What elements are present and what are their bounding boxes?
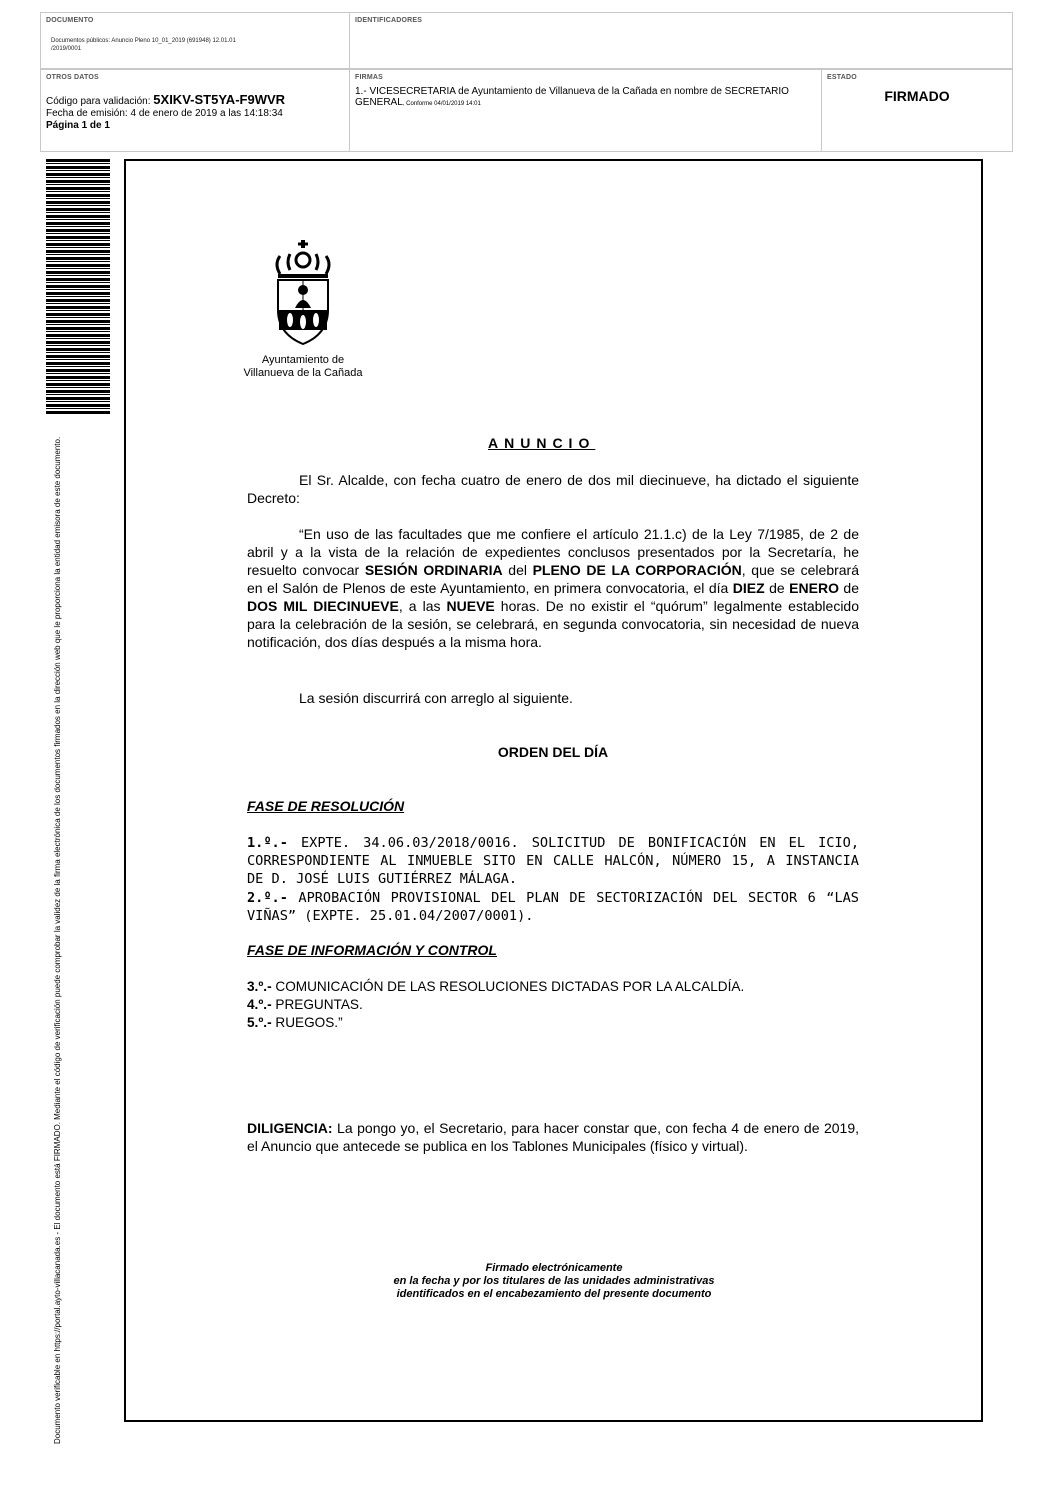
agenda-item-1: 1.º.- EXPTE. 34.06.03/2018/0016. SOLICITUD DE BONIFICACIÓN EN EL ICIO, CORRESPONDIENTE AL INMUEBLE SITO EN CALLE HALCÓN, NÚMERO 15, A INSTANCIA DE D. JOSÉ LUIS GUTIÉRREZ MÁLAGA.: [247, 835, 859, 887]
documento-cell: [41, 13, 350, 68]
identificadores-label: IDENTIFICADORES: [355, 17, 423, 24]
agenda-item-5: 5.º.- RUEGOS.”: [247, 1015, 343, 1030]
electronic-signature-note: Firmado electrónicamente en la fecha y por los titulares de las unidades administrativas identificados en el encabezamiento del presente documento: [393, 1262, 715, 1300]
verification-note: Documento verificable en https://portal.ayto-villacanada.es - El documento está FIRMADO. Mediante el código de verificación puede comprobar la validez de la firma electrónica de los documentos firmados en la dirección web que le proporciona la entidad emisora de este documento.: [53, 436, 62, 1444]
agenda-item-4: 4.º.- PREGUNTAS.: [247, 997, 363, 1012]
document-title: ANUNCIO: [488, 435, 596, 451]
document-frame: [124, 159, 983, 1422]
decree-paragraph: “En uso de las facultades que me confiere el artículo 21.1.c) de la Ley 7/1985, de 2 de abril y a la vista de la relación de expedientes conclusos presentados por la Secretaría, he resuelto convocar SESIÓN ORDINARIA del PLENO DE LA CORPORACIÓN, que se celebrará en el Salón de Plenos de este Ayuntamiento, en primera convocatoria, el día DIEZ de ENERO de DOS MIL DIECINUEVE, a las NUEVE horas. De no existir el “quórum” legalmente establecido para la celebración de la sesión, se celebrará, en segunda convocatoria, sin necesidad de nueva notificación, dos días después a la misma hora.: [247, 526, 859, 650]
firmas-cell: [350, 70, 822, 151]
logo-caption: Ayuntamiento de Villanueva de la Cañada: [243, 354, 363, 379]
coat-of-arms-logo: [268, 238, 338, 348]
estado-cell: [822, 70, 1012, 151]
documento-value: Documentos públicos: Anuncio Pleno 10_01_2019 (691948) 12.01.01 /2019/0001: [51, 38, 236, 52]
issue-date: Fecha de emisión: 4 de enero de 2019 a las 14:18:34: [46, 108, 283, 119]
phase-info-heading: FASE DE INFORMACIÓN Y CONTROL: [247, 942, 497, 958]
signature-entry: 1.- VICESECRETARIA de Ayuntamiento de Villanueva de la Cañada en nombre de SECRETARIO GENERAL, Conforme 04/01/2019 14:01: [355, 86, 789, 108]
barcode: [46, 159, 110, 414]
page-count: Página 1 de 1: [46, 120, 110, 131]
validation-code: Código para validación: 5XIKV-ST5YA-F9WVR: [46, 92, 286, 107]
identificadores-cell: [350, 13, 1012, 68]
intro-paragraph: El Sr. Alcalde, con fecha cuatro de enero de dos mil diecinueve, ha dictado el siguiente Decreto:: [247, 472, 859, 506]
documento-label: DOCUMENTO: [46, 17, 94, 24]
firmas-label: FIRMAS: [355, 74, 384, 81]
otros-datos-label: OTROS DATOS: [46, 74, 99, 81]
agenda-item-3: 3.º.- COMUNICACIÓN DE LAS RESOLUCIONES DICTADAS POR LA ALCALDÍA.: [247, 979, 745, 994]
agenda-title: ORDEN DEL DÍA: [497, 744, 609, 760]
header-row-signatures: [40, 69, 1013, 152]
otros-datos-content: [46, 94, 285, 132]
phase-resolution-heading: FASE DE RESOLUCIÓN: [247, 798, 405, 814]
header-row-document: [40, 12, 1013, 69]
diligencia-paragraph: DILIGENCIA: La pongo yo, el Secretario, para hacer constar que, con fecha 4 de enero de 2019, el Anuncio que antecede se publica en los Tablones Municipales (físico y virtual).: [247, 1120, 859, 1154]
otros-datos-cell: [41, 70, 350, 151]
agenda-item-2: 2.º.- APROBACIÓN PROVISIONAL DEL PLAN DE SECTORIZACIÓN DEL SECTOR 6 “LAS VIÑAS” (EXPTE. 25.01.04/2007/0001).: [247, 890, 859, 924]
estado-label: ESTADO: [827, 74, 857, 81]
session-paragraph: La sesión discurrirá con arreglo al siguiente.: [299, 690, 573, 706]
status-badge: FIRMADO: [884, 88, 950, 104]
